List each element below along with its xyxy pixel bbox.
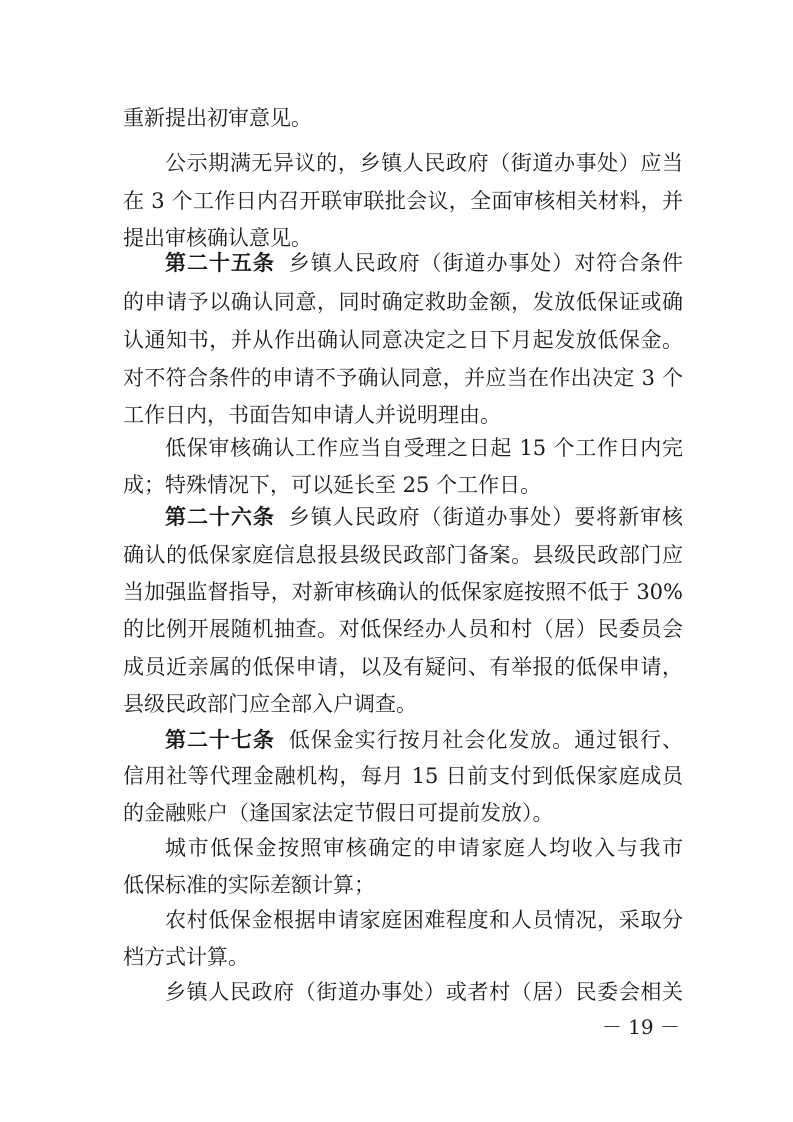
line-text: 成；特殊情况下，可以延长至 25 个工作日。 bbox=[123, 473, 542, 497]
line-text: 低保审核确认工作应当自受理之日起 15 个工作日内完 bbox=[165, 436, 683, 460]
line-text: 确认的低保家庭信息报县级民政部门备案。县级民政部门应 bbox=[123, 543, 683, 567]
line-text: 的比例开展随机抽查。对低保经办人员和村（居）民委员会 bbox=[123, 617, 683, 641]
text-line bbox=[123, 647, 683, 687]
text-line bbox=[123, 98, 683, 138]
line-text: 信用社等代理金融机构，每月 15 日前支付到低保家庭成员 bbox=[123, 764, 683, 788]
article-27-heading: 第二十七条 bbox=[165, 728, 275, 752]
line-text: 城市低保金按照审核确定的申请家庭人均收入与我市 bbox=[165, 836, 683, 860]
line-text: 当加强监督指导，对新审核确认的低保家庭按照不低于 30% bbox=[123, 580, 683, 604]
text-line bbox=[123, 181, 683, 221]
line-text: 对不符合条件的申请不予确认同意，并应当在作出决定 3 个 bbox=[123, 366, 683, 390]
text-line bbox=[123, 937, 683, 977]
article-25-first-line bbox=[165, 243, 683, 283]
line-text: 乡镇人民政府（街道办事处）或者村（居）民委会相关 bbox=[165, 980, 683, 1004]
line-text: 的申请予以确认同意，同时确定救助金额，发放低保证或确 bbox=[123, 290, 683, 314]
text-line bbox=[123, 684, 683, 724]
text-line bbox=[123, 320, 683, 360]
article-25-heading: 第二十五条 bbox=[165, 251, 275, 275]
text-line bbox=[165, 143, 683, 183]
line-text: 工作日内，书面告知申请人并说明理由。 bbox=[123, 403, 501, 427]
text-line bbox=[165, 900, 683, 940]
text-line bbox=[123, 572, 683, 612]
line-text: 在 3 个工作日内召开联审联批会议，全面审核相关材料，并 bbox=[123, 189, 683, 213]
text-line bbox=[123, 865, 683, 905]
text-line bbox=[165, 428, 683, 468]
article-26-heading: 第二十六条 bbox=[165, 505, 275, 529]
line-text: 成员近亲属的低保申请，以及有疑问、有举报的低保申请， bbox=[123, 655, 683, 679]
line-text: 乡镇人民政府（街道办事处）对符合条件 bbox=[288, 251, 684, 275]
line-text: 低保标准的实际差额计算； bbox=[123, 873, 375, 897]
text-line bbox=[165, 828, 683, 868]
line-text: 认通知书，并从作出确认同意决定之日下月起发放低保金。 bbox=[123, 328, 683, 352]
line-text: 低保金实行按月社会化发放。通过银行、 bbox=[288, 728, 684, 752]
text-line bbox=[123, 793, 683, 833]
article-26-first-line bbox=[165, 497, 683, 537]
article-27-first-line bbox=[165, 720, 683, 760]
line-text: 提出审核确认意见。 bbox=[123, 226, 312, 250]
line-text: 重新提出初审意见。 bbox=[123, 106, 312, 130]
text-line bbox=[123, 609, 683, 649]
text-line bbox=[123, 756, 683, 796]
line-text: 县级民政部门应全部入户调查。 bbox=[123, 692, 417, 716]
text-line bbox=[165, 972, 683, 1012]
line-text: 的金融账户（逢国家法定节假日可提前发放）。 bbox=[123, 801, 554, 825]
text-line bbox=[123, 358, 683, 398]
text-line bbox=[123, 282, 683, 322]
text-line bbox=[123, 535, 683, 575]
page-number: － 19 － bbox=[601, 1015, 680, 1039]
line-text: 乡镇人民政府（街道办事处）要将新审核 bbox=[288, 505, 684, 529]
line-text: 公示期满无异议的，乡镇人民政府（街道办事处）应当 bbox=[165, 151, 683, 175]
line-text: 农村低保金根据申请家庭困难程度和人员情况，采取分 bbox=[165, 908, 683, 932]
line-text: 档方式计算。 bbox=[123, 945, 249, 969]
